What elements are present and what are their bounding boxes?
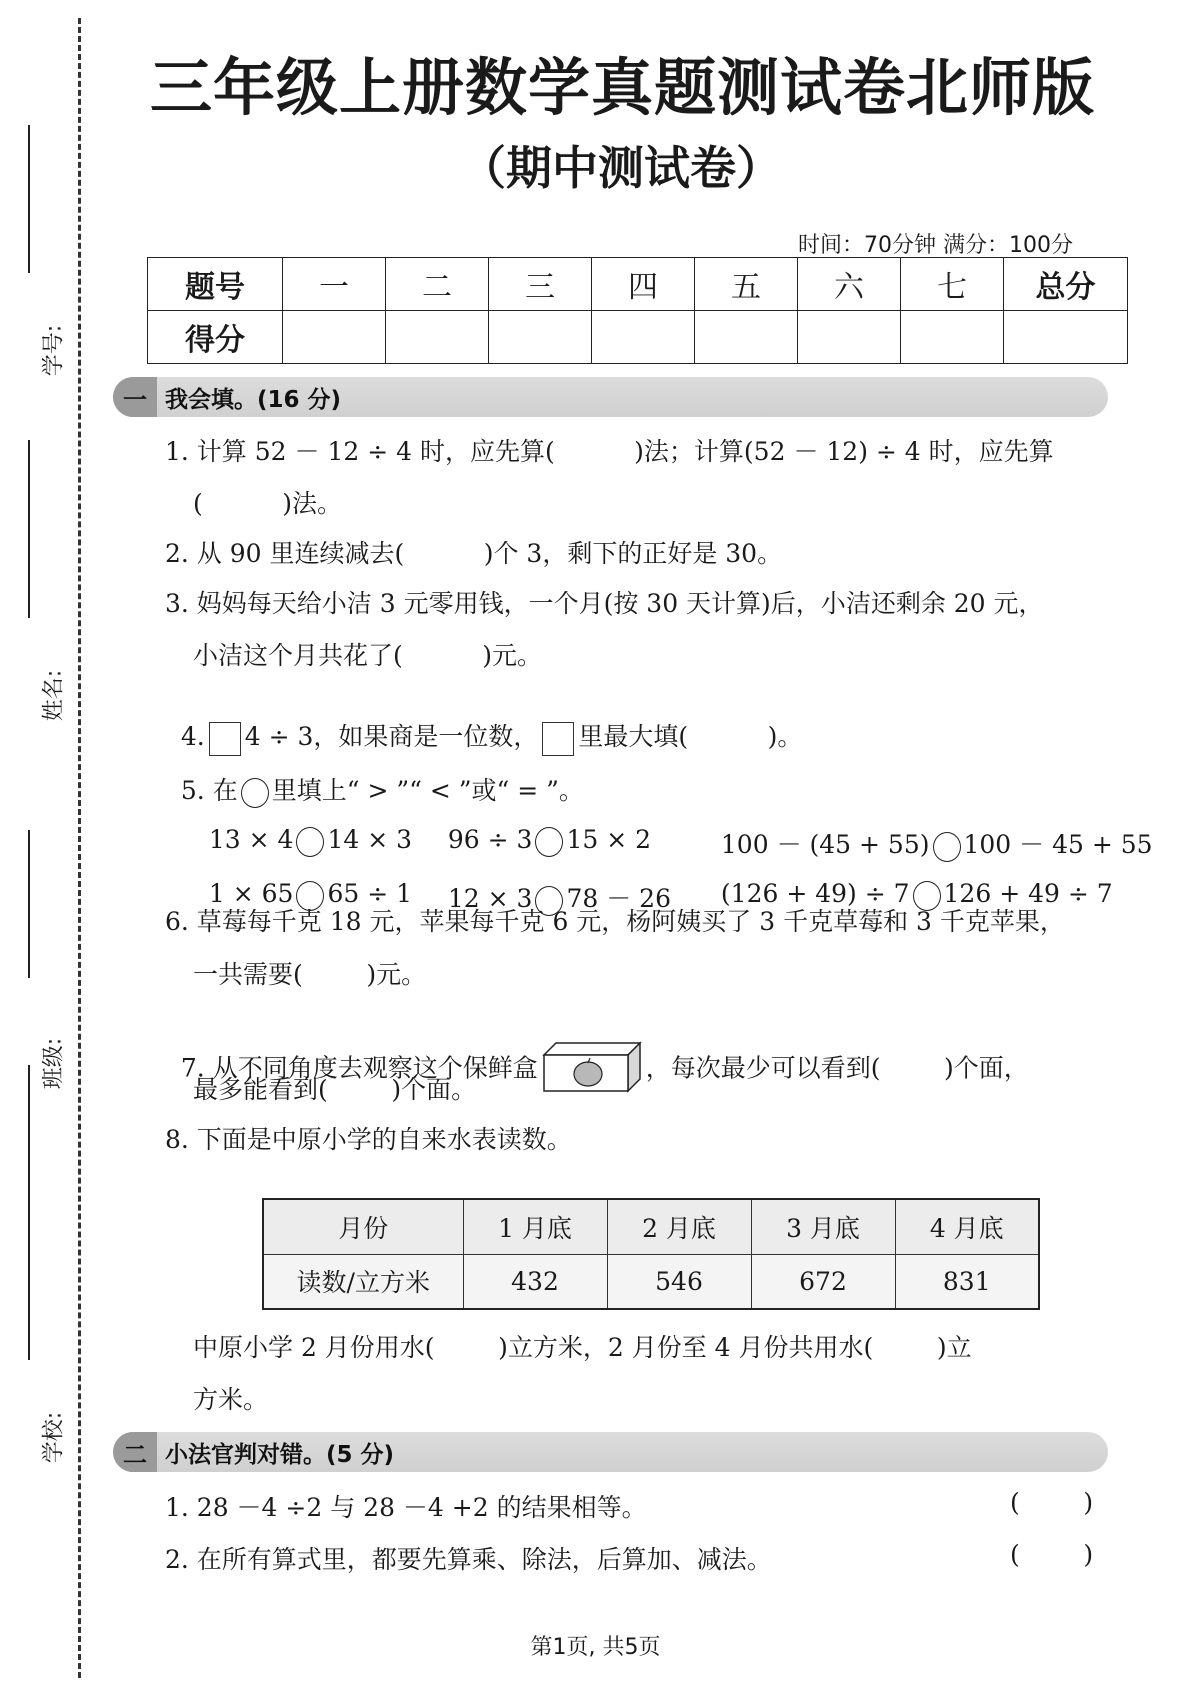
- col-header-total: 总分: [1004, 258, 1128, 311]
- question-5-prefix: 5. 在: [180, 776, 238, 805]
- score-table-score-row: [148, 311, 1128, 364]
- name-label: 姓名:: [41, 669, 67, 722]
- page-footer: 第1页, 共5页: [530, 1635, 661, 1660]
- judge-answer-1[interactable]: ( ): [1010, 1488, 1094, 1517]
- compare-right: 100 － 45 + 55: [963, 830, 1153, 859]
- judge-answer-2[interactable]: ( ): [1010, 1540, 1094, 1569]
- water-table-value: 831: [895, 1254, 1039, 1309]
- section-1-number: 一: [113, 377, 157, 417]
- col-header: 四: [592, 258, 695, 311]
- question-7-line-2: 最多能看到( )个面。: [193, 1075, 477, 1104]
- water-table-header: 1 月底: [463, 1199, 607, 1254]
- school-label: 学校:: [41, 1411, 67, 1464]
- question-7-prefix: 7. 从不同角度去观察这个保鲜盒: [180, 1053, 538, 1083]
- score-label: 得分: [148, 311, 283, 364]
- score-table: [147, 257, 1128, 364]
- container-box-icon: [542, 1041, 642, 1099]
- binding-cut-line: [78, 18, 81, 1678]
- compare-right: 126 + 49 ÷ 7: [943, 879, 1113, 908]
- section-1-title: 我会填。(16 分): [165, 386, 342, 413]
- col-header: 三: [489, 258, 592, 311]
- compare-left: 13 × 4: [208, 825, 294, 854]
- water-table-row-label: 读数/立方米: [263, 1254, 463, 1309]
- water-table-value: 546: [607, 1254, 751, 1309]
- water-table-header: 2 月底: [607, 1199, 751, 1254]
- compare-right: 14 × 3: [327, 825, 413, 854]
- water-table-header: 4 月底: [895, 1199, 1039, 1254]
- compare-left: 100 － (45 + 55): [720, 830, 930, 859]
- question-8-line-1: 中原小学 2 月份用水( )立方米，2 月份至 4 月份共用水( )立: [193, 1333, 972, 1362]
- question-3-line-1: 3. 妈妈每天给小洁 3 元零用钱，一个月(按 30 天计算)后，小洁还剩余 20 元，: [165, 589, 1044, 618]
- col-header: 六: [798, 258, 901, 311]
- col-header: 一: [283, 258, 386, 311]
- col-header: 五: [695, 258, 798, 311]
- score-cell[interactable]: [489, 311, 592, 364]
- score-cell[interactable]: [695, 311, 798, 364]
- compare-right: 78 － 26: [566, 884, 671, 913]
- water-table-header: 3 月底: [751, 1199, 895, 1254]
- page-subtitle: （期中测试卷）: [460, 141, 782, 195]
- exam-meta: 时间：70分钟 满分：100分: [798, 233, 1073, 258]
- page-title: 三年级上册数学真题测试卷北师版: [150, 51, 1096, 124]
- question-1-line-2: ( )法。: [193, 489, 342, 518]
- question-6-line-2: 一共需要( )元。: [193, 960, 427, 989]
- col-header: 七: [901, 258, 1004, 311]
- question-7-suffix: ，每次最少可以看到( )个面，: [645, 1053, 1029, 1083]
- compare-left: 1 × 65: [208, 879, 294, 908]
- question-6-line-1: 6. 草莓每千克 18 元，苹果每千克 6 元，杨阿姨买了 3 千克草莓和 3 千克苹果，: [165, 907, 1065, 936]
- section-2-number: 二: [113, 1432, 157, 1472]
- judge-item-1: 1. 28 －4 ÷2 与 28 －4 +2 的结果相等。: [165, 1493, 647, 1522]
- question-3-line-2: 小洁这个月共花了( )元。: [193, 641, 542, 670]
- score-table-header-row: [148, 258, 1128, 311]
- question-1-line-1: 1. 计算 52 － 12 ÷ 4 时，应先算( )法；计算(52 － 12) ÷ 4 时，应先算: [165, 437, 1054, 466]
- question-8-line-2: 方米。: [193, 1385, 269, 1414]
- col-header: 二: [386, 258, 489, 311]
- school-underline: [28, 1065, 30, 1360]
- compare-left: 12 × 3: [447, 884, 533, 913]
- question-5-suffix: 里填上“ > ”“ < ”或“ = ”。: [271, 776, 584, 805]
- section-2-title: 小法官判对错。(5 分): [165, 1441, 395, 1468]
- water-meter-table: [262, 1198, 1040, 1310]
- question-2: 2. 从 90 里连续减去( )个 3，剩下的正好是 30。: [165, 539, 783, 568]
- question-4-mid: 4 ÷ 3，如果商是一位数，: [244, 722, 539, 751]
- score-cell[interactable]: [901, 311, 1004, 364]
- water-table-value-row: [263, 1254, 1039, 1309]
- question-8: 8. 下面是中原小学的自来水表读数。: [165, 1125, 572, 1154]
- student-id-label: 学号:: [41, 324, 67, 377]
- water-table-value: 672: [751, 1254, 895, 1309]
- class-label: 班级:: [41, 1037, 67, 1090]
- score-cell[interactable]: [386, 311, 489, 364]
- water-table-value: 432: [463, 1254, 607, 1309]
- judge-item-2: 2. 在所有算式里，都要先算乘、除法，后算加、减法。: [165, 1545, 772, 1574]
- water-table-header-row: [263, 1199, 1039, 1254]
- compare-right: 15 × 2: [566, 825, 652, 854]
- water-table-header: 月份: [263, 1199, 463, 1254]
- name-underline: [28, 440, 30, 618]
- score-cell[interactable]: [283, 311, 386, 364]
- compare-left: (126 + 49) ÷ 7: [720, 879, 910, 908]
- section-1-header: [113, 377, 1108, 417]
- question-4-prefix: 4.: [180, 722, 205, 751]
- compare-right: 65 ÷ 1: [327, 879, 413, 908]
- row-header: 题号: [148, 258, 283, 311]
- compare-item: [193, 796, 412, 857]
- score-cell[interactable]: [592, 311, 695, 364]
- compare-left: 96 ÷ 3: [447, 825, 533, 854]
- score-cell-total[interactable]: [1004, 311, 1128, 364]
- student-id-underline: [28, 125, 30, 273]
- score-cell[interactable]: [798, 311, 901, 364]
- section-2-header: [113, 1432, 1108, 1472]
- compare-item: [432, 796, 651, 857]
- question-4-suffix: 里最大填( )。: [578, 722, 803, 751]
- class-underline: [28, 830, 30, 978]
